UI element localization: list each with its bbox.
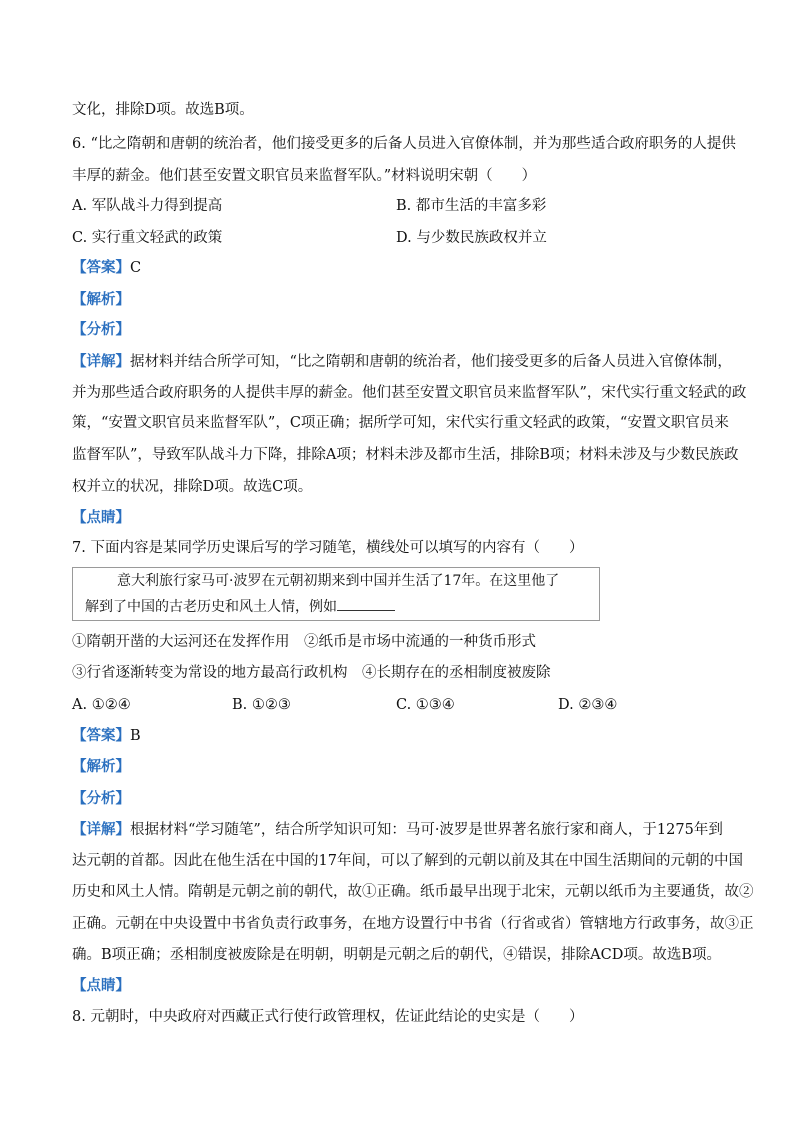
q6-option-c: C. 实行重文轻武的政策	[72, 230, 223, 246]
q7-material-box	[72, 567, 600, 621]
q8-stem: 8. 元朝时，中央政府对西藏正式行使行政管理权，佐证此结论的史实是（ ）	[72, 1009, 584, 1025]
q6-detail-line5: 权并立的状况，排除D项。故选C项。	[72, 479, 313, 495]
q7-items-line2: ③行省逐渐转变为常设的地方最高行政机构 ④长期存在的丞相制度被废除	[72, 665, 551, 681]
q6-answer-value: C	[130, 260, 142, 276]
q7-detail-line4: 正确。元朝在中央设置中书省负责行政事务，在地方设置行中书省（行省或省）管辖地方行政事务，故③正	[72, 916, 754, 932]
q7-box-line2	[85, 596, 395, 616]
q6-detail-line1	[72, 352, 732, 372]
q7-detail-line1	[72, 820, 722, 840]
q7-items-line1: ①隋朝开凿的大运河还在发挥作用 ②纸币是市场中流通的一种货币形式	[72, 634, 536, 650]
q7-fenxi-tag: 【分析】	[72, 790, 130, 807]
q6-fenxi-tag: 【分析】	[72, 321, 130, 338]
q7-stem: 7. 下面内容是某同学历史课后写的学习随笔，横线处可以填写的内容有（ ）	[72, 540, 584, 556]
q7-fill-blank	[337, 596, 395, 611]
q7-answer	[72, 726, 141, 746]
q7-option-a: A. ①②④	[72, 697, 131, 713]
q6-detail-line1-text: 据材料并结合所学可知，“比之隋朝和唐朝的统治者，他们接受更多的后备人员进入官僚体制，	[130, 354, 732, 370]
q7-option-d: D. ②③④	[558, 697, 618, 713]
q6-stem-line1: 6. “比之隋朝和唐朝的统治者，他们接受更多的后备人员进入官僚体制，并为那些适合政府职务的人提供	[72, 136, 736, 152]
q6-dianjing-tag: 【点睛】	[72, 509, 130, 526]
q6-option-b: B. 都市生活的丰富多彩	[396, 198, 547, 214]
q7-detail-line5: 确。B项正确；丞相制度被废除是在明朝，明朝是元朝之后的朝代，④错误，排除ACD项。故选B项。	[72, 947, 721, 963]
q7-detail-line3: 历史和风土人情。隋朝是元朝之前的朝代，故①正确。纸币最早出现于北宋，元朝以纸币为主要通货，故②	[72, 884, 754, 900]
q6-answer-tag: 【答案】	[72, 259, 130, 276]
q7-dianjing-tag: 【点睛】	[72, 977, 130, 994]
q6-detail-line3: 策，“安置文职官员来监督军队”，C项正确；据所学可知，宋代实行重文轻武的政策，“安置文职官员来	[72, 415, 729, 431]
q7-box-line1: 意大利旅行家马可·波罗在元朝初期来到中国并生活了17年。在这里他了	[117, 573, 560, 589]
q6-detail-line4: 监督军队”，导致军队战斗力下降，排除A项；材料未涉及都市生活，排除B项；材料未涉及与少数民族政	[72, 447, 739, 463]
q6-option-d: D. 与少数民族政权并立	[396, 230, 547, 246]
q6-stem-line2: 丰厚的薪金。他们甚至安置文职官员来监督军队。”材料说明宋朝（ ）	[72, 168, 537, 184]
q7-option-c: C. ①③④	[396, 697, 455, 713]
q7-jiexi-tag: 【解析】	[72, 758, 130, 775]
q6-answer	[72, 258, 141, 278]
q6-jiexi-tag: 【解析】	[72, 291, 130, 308]
q6-detail-tag: 【详解】	[72, 353, 130, 370]
q7-detail-line2: 达元朝的首都。因此在他生活在中国的17年间，可以了解到的元朝以前及其在中国生活期间的元朝的中国	[72, 853, 743, 869]
q7-answer-value: B	[130, 728, 141, 744]
q7-box-line2-text: 解到了中国的古老历史和风土人情，例如	[85, 599, 337, 615]
q7-detail-line1-text: 根据材料“学习随笔”，结合所学知识可知：马可·波罗是世界著名旅行家和商人，于1275年到	[130, 822, 723, 838]
q6-detail-line2: 并为那些适合政府职务的人提供丰厚的薪金。他们甚至安置文职官员来监督军队”，宋代实行重文轻武的政	[72, 385, 747, 401]
q7-option-b: B. ①②③	[232, 697, 291, 713]
carry-over-line: 文化，排除D项。故选B项。	[72, 102, 254, 118]
q7-detail-tag: 【详解】	[72, 821, 130, 838]
q7-answer-tag: 【答案】	[72, 727, 130, 744]
q6-option-a: A. 军队战斗力得到提高	[72, 198, 223, 214]
